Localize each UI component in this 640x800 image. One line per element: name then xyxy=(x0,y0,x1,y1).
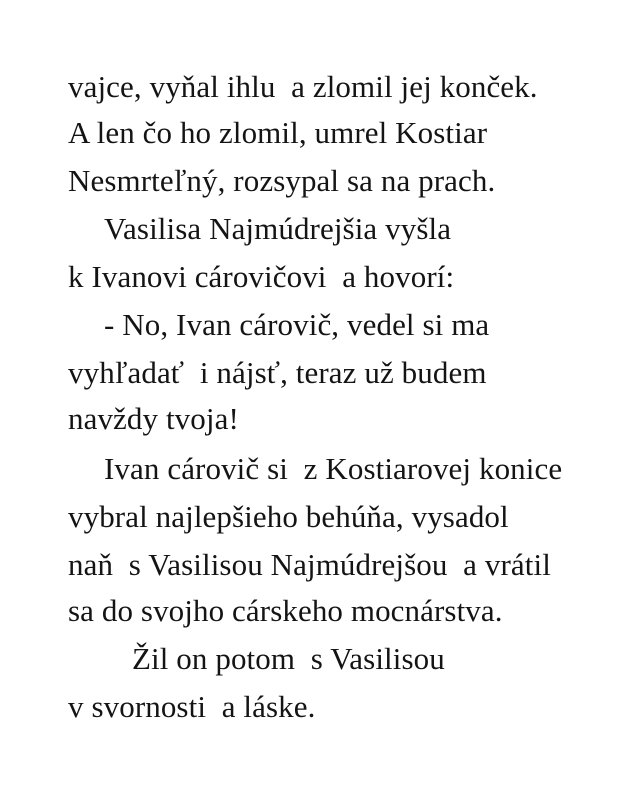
text-line-4: Vasilisa Najmúdrejšia vyšla xyxy=(104,211,452,246)
text-line-14: v svornosti a láske. xyxy=(68,689,316,724)
text-line-12: sa do svojho cárskeho mocnárstva. xyxy=(68,593,503,628)
text-line-13: Žil on potom s Vasilisou xyxy=(132,641,445,676)
text-line-5: k Ivanovi cárovičovi a hovorí: xyxy=(68,259,455,294)
text-line-2: A len čo ho zlomil, umrel Kostiar xyxy=(68,115,488,150)
text-line-10: vybral najlepšieho behúňa, vysadol xyxy=(68,499,509,534)
text-line-6: - No, Ivan cárovič, vedel si ma xyxy=(104,307,490,342)
text-line-9: Ivan cárovič si z Kostiarovej konice xyxy=(104,451,563,486)
text-line-7: vyhľadať i nájsť, teraz už budem xyxy=(68,355,487,390)
text-line-1: vajce, vyňal ihlu a zlomil jej konček. xyxy=(68,69,538,104)
text-line-3: Nesmrteľný, rozsypal sa na prach. xyxy=(68,163,496,198)
text-line-8: navždy tvoja! xyxy=(68,401,239,436)
text-line-11: naň s Vasilisou Najmúdrejšou a vrátil xyxy=(68,547,551,582)
